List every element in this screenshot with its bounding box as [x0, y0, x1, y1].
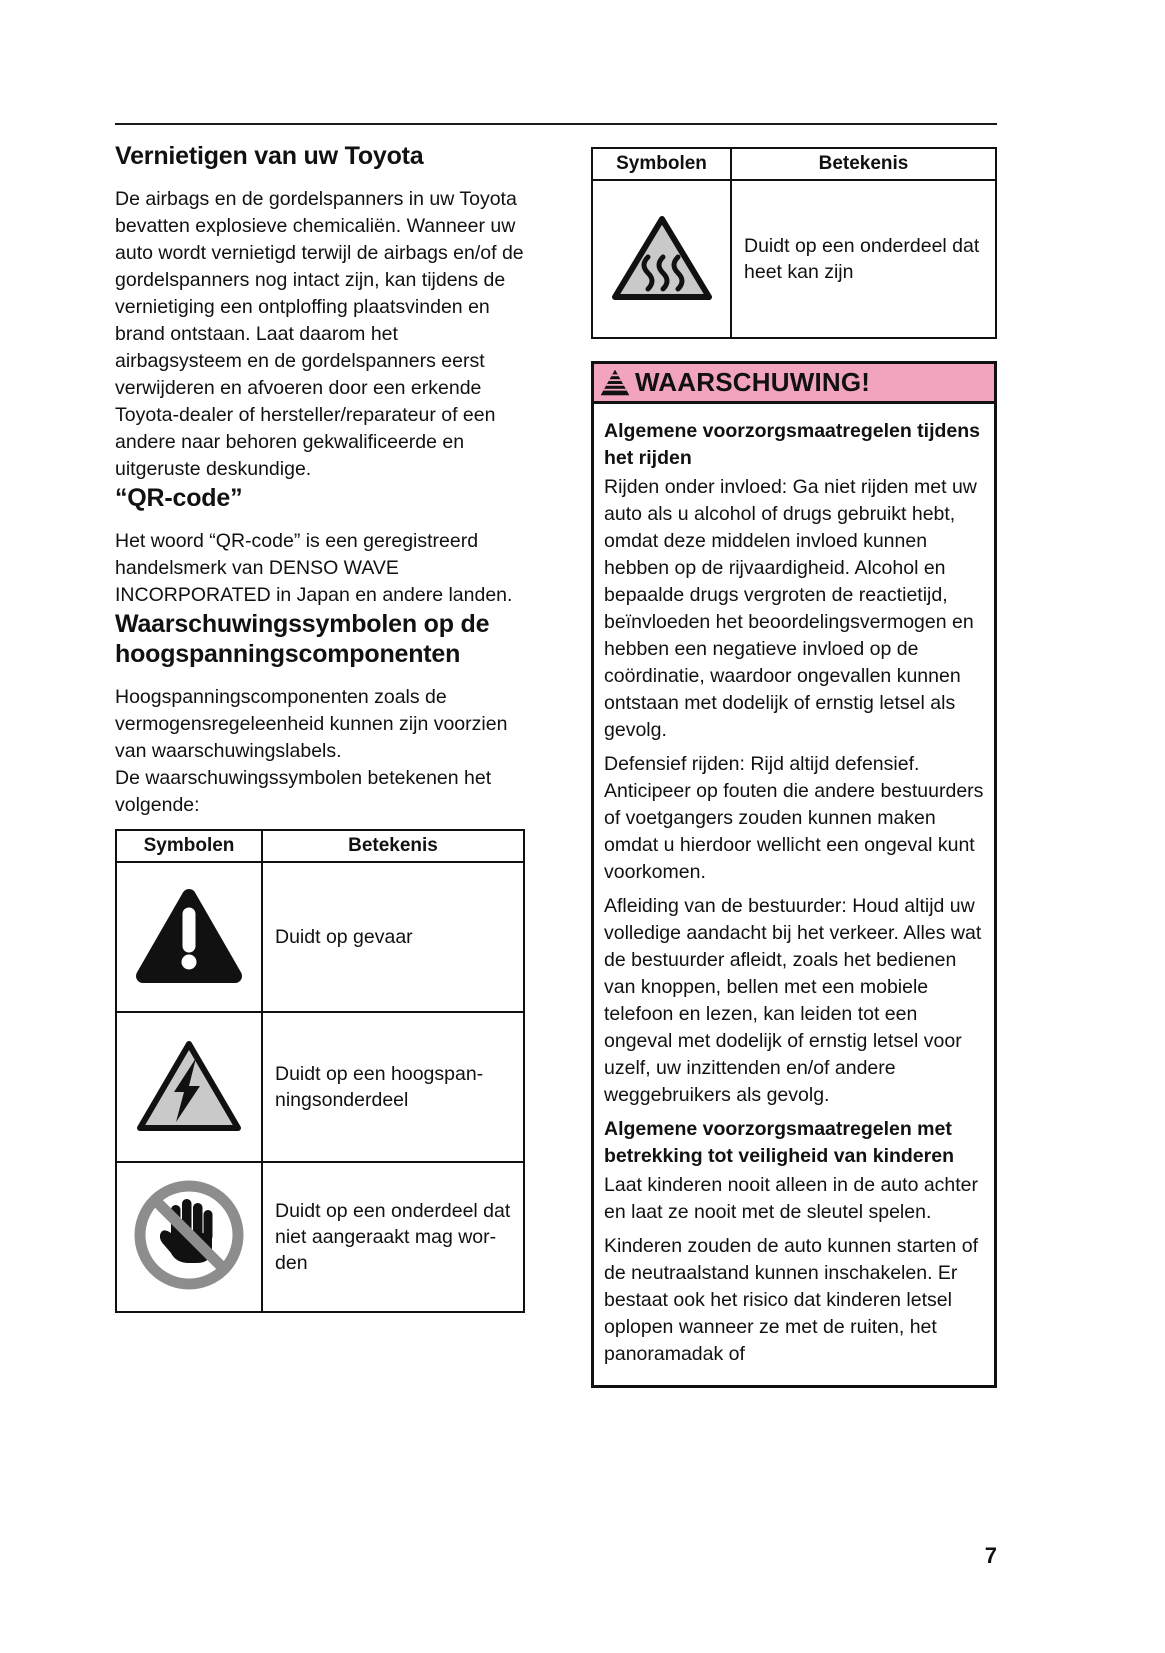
left-column — [115, 141, 525, 1388]
symbol-cell — [116, 1012, 262, 1162]
symbol-cell — [116, 862, 262, 1012]
table-row — [592, 180, 996, 338]
symbols-table-left — [115, 829, 525, 1313]
warning-title: WAARSCHUWING! — [635, 367, 871, 397]
warning-paragraph-defensive: Defensief rijden: Rijd altijd defensief. Anticipeer op fouten die andere bestuurders of voetgangers zouden kunnen maken omdat u hierdoor wellicht een ongeval kunt voorkomen. — [604, 753, 984, 883]
warning-paragraph-children-alone: Laat kinderen nooit alleen in de auto achter en laat ze nooit met de sleutel spelen. — [604, 1174, 979, 1223]
section-heading-warning-symbols: Waarschuwingssymbolen op de hoogspanningscomponenten — [115, 610, 490, 668]
warning-subheading-driving: Algemene voorzorgsmaatregelen tijdens het rijden — [604, 420, 981, 469]
column-header-symbolen: Symbolen — [592, 148, 731, 180]
warning-box — [591, 361, 997, 1388]
section-heading-destroy: Vernietigen van uw Toyota — [115, 142, 424, 170]
warning-paragraph-children-start: Kinderen zouden de auto kunnen starten of de neutraalstand kunnen inschakelen. Er bestaat ook het risico dat kinderen letsel oplopen wanneer ze met de ruiten, het panoramadak of — [604, 1235, 979, 1365]
hot-surface-icon — [610, 211, 714, 303]
warning-body — [594, 404, 994, 1385]
meaning-cell: Duidt op een onderdeel dat heet kan zijn — [731, 180, 996, 338]
table-row — [116, 862, 524, 1012]
table-row — [116, 1012, 524, 1162]
warning-header — [594, 364, 994, 404]
do-not-touch-icon — [131, 1177, 247, 1293]
column-header-betekenis: Betekenis — [262, 830, 524, 862]
symbol-cell — [116, 1162, 262, 1312]
warning-symbols-paragraph-1: Hoogspanningscomponenten zoals de vermogensregeleenheid kunnen zijn voorzien van waarschuwingslabels. — [115, 686, 508, 762]
table-header-row — [592, 148, 996, 180]
table-header-row — [116, 830, 524, 862]
section-heading-qr-code: “QR-code” — [115, 484, 243, 512]
symbols-table-right — [591, 147, 997, 339]
warning-paragraph-alcohol: Rijden onder invloed: Ga niet rijden met uw auto als u alcohol of drugs gebruikt hebt, omdat deze middelen invloed kunnen hebben op de rijvaardigheid. Alcohol en bepaalde drugs vergroten de reactietijd, beïnvloeden het beoordelingsvermogen en hebben een negatieve invloed op de coördinatie, waardoor ongevallen kunnen ontstaan met dodelijk of ernstig letsel als gevolg. — [604, 476, 977, 741]
column-header-symbolen: Symbolen — [116, 830, 262, 862]
meaning-cell: Duidt op gevaar — [262, 862, 524, 1012]
table-row — [116, 1162, 524, 1312]
high-voltage-icon — [134, 1036, 244, 1134]
page-top-rule — [115, 123, 997, 125]
warning-subheading-children: Algemene voorzorgsmaatregelen met betrekking tot veiligheid van kinderen — [604, 1118, 955, 1167]
page-number: 7 — [984, 1543, 997, 1568]
right-column — [591, 141, 997, 1388]
danger-triangle-icon — [134, 886, 244, 984]
meaning-cell: Duidt op een hoogspan-ningsonderdeel — [262, 1012, 524, 1162]
warning-paragraph-distraction: Afleiding van de bestuurder: Houd altijd uw volledige aandacht bij het verkeer. Alles wat de bestuurder afleidt, zoals het bedienen van knoppen, bellen met een mobiele telefoon en lezen, kan leiden tot een ongeval met dodelijk of ernstig letsel voor uzelf, uw inzittenden en/of andere weggebruikers als gevolg. — [604, 895, 982, 1106]
warning-symbols-paragraph-2: De waarschuwingssymbolen betekenen het volgende: — [115, 767, 492, 816]
content-columns — [115, 141, 997, 1388]
warning-triangle-icon — [600, 369, 630, 396]
destroy-paragraph: De airbags en de gordelspanners in uw Toyota bevatten explosieve chemicaliën. Wanneer uw auto wordt vernietigd terwijl de airbags en/of de gordelspanners nog intact zijn, kan tijdens de vernietiging een ontploffing plaatsvinden en brand ontstaan. Laat daarom het airbagsysteem en de gordelspanners eerst verwijderen en afvoeren door een erkende Toyota-dealer of hersteller/reparateur of een andere naar behoren gekwalificeerde en uitgeruste deskundige. — [115, 188, 524, 480]
meaning-cell: Duidt op een onderdeel dat niet aangeraakt mag wor-den — [262, 1162, 524, 1312]
qr-code-paragraph: Het woord “QR-code” is een geregistreerd handelsmerk van DENSO WAVE INCORPORATED in Japan en andere landen. — [115, 530, 513, 606]
symbol-cell — [592, 180, 731, 338]
column-header-betekenis: Betekenis — [731, 148, 996, 180]
